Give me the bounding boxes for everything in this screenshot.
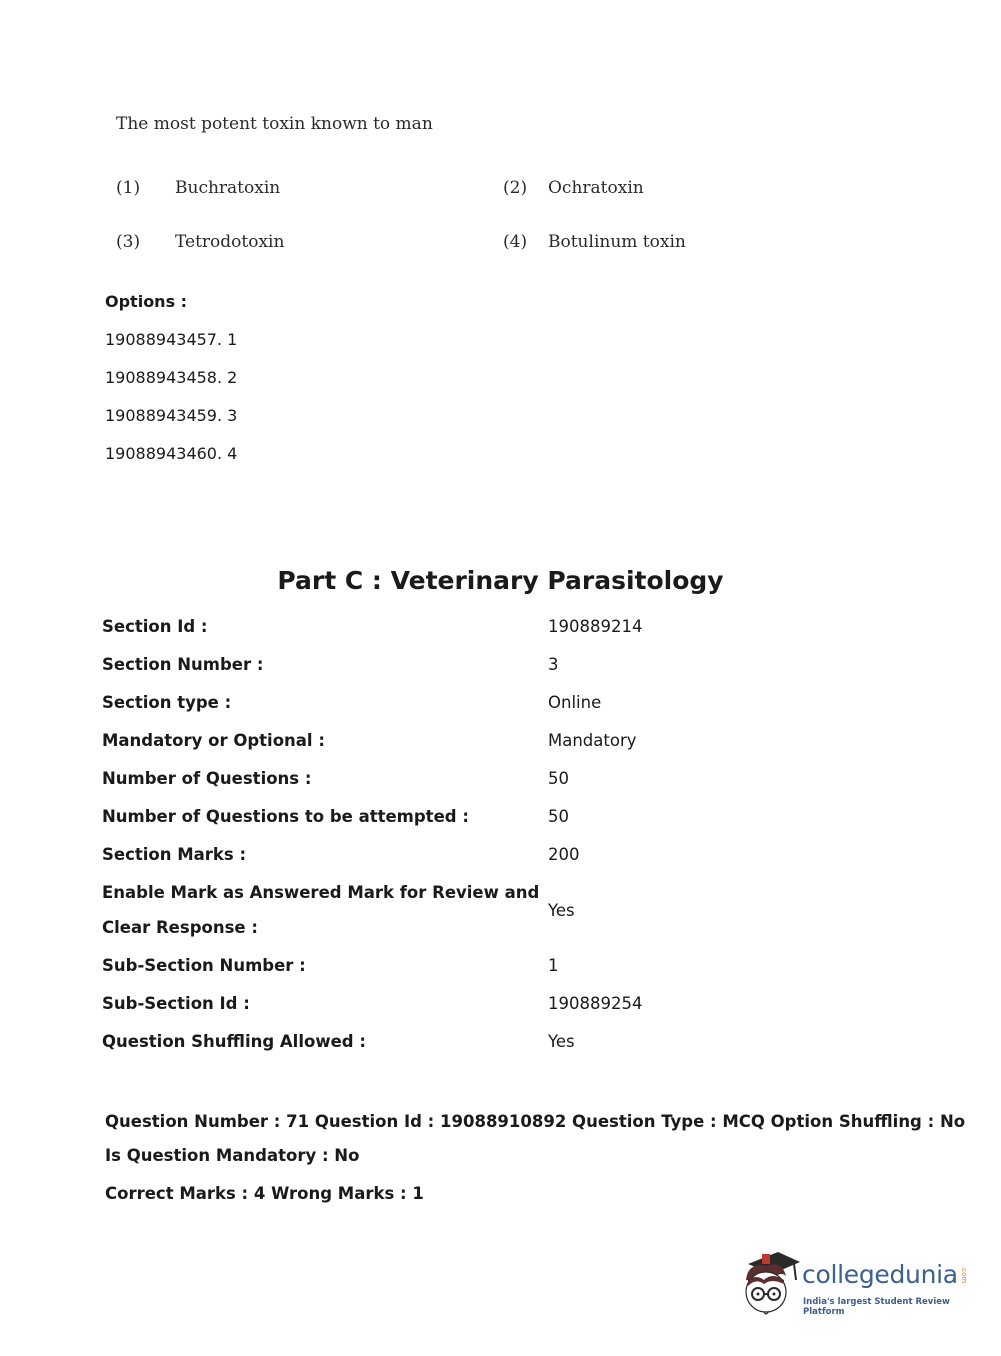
- section-marks-value: 200: [548, 845, 580, 864]
- option-number-3: (3): [116, 232, 141, 252]
- shuffling-label: Question Shuffling Allowed :: [102, 1032, 366, 1051]
- mascot-icon: [742, 1250, 804, 1322]
- logo-com: .com: [960, 1266, 968, 1284]
- mandatory-label: Mandatory or Optional :: [102, 731, 325, 750]
- section-id-value: 190889214: [548, 617, 643, 636]
- section-number-label: Section Number :: [102, 655, 264, 674]
- num-questions-value: 50: [548, 769, 569, 788]
- option-text-3: Tetrodotoxin: [175, 232, 285, 252]
- logo-tagline: India's largest Student Review Platform: [803, 1297, 950, 1317]
- question-marks-line: Correct Marks : 4 Wrong Marks : 1: [105, 1184, 424, 1203]
- section-type-value: Online: [548, 693, 602, 712]
- sub-section-id-label: Sub-Section Id :: [102, 994, 250, 1013]
- option-text-1: Buchratoxin: [175, 178, 281, 198]
- option-id-line: 19088943457. 1: [105, 330, 238, 349]
- num-questions-label: Number of Questions :: [102, 769, 312, 788]
- option-text-4: Botulinum toxin: [548, 232, 686, 252]
- collegedunia-logo: [742, 1250, 972, 1322]
- num-attempted-value: 50: [548, 807, 569, 826]
- logo-brand: collegedunia: [802, 1260, 958, 1289]
- sub-section-number-label: Sub-Section Number :: [102, 956, 306, 975]
- enable-mark-value: Yes: [548, 901, 575, 920]
- shuffling-value: Yes: [548, 1032, 575, 1051]
- sub-section-number-value: 1: [548, 956, 559, 975]
- question-mandatory-line: Is Question Mandatory : No: [105, 1146, 360, 1165]
- mandatory-value: Mandatory: [548, 731, 637, 750]
- section-title: Part C : Veterinary Parasitology: [277, 566, 724, 595]
- option-number-4: (4): [503, 232, 528, 252]
- option-number-1: (1): [116, 178, 141, 198]
- question-stem: The most potent toxin known to man: [116, 114, 433, 134]
- sub-section-id-value: 190889254: [548, 994, 643, 1013]
- section-id-label: Section Id :: [102, 617, 208, 636]
- enable-mark-label-line2: Clear Response :: [102, 918, 258, 937]
- section-marks-label: Section Marks :: [102, 845, 247, 864]
- option-id-line: 19088943459. 3: [105, 406, 238, 425]
- enable-mark-label-line1: Enable Mark as Answered Mark for Review and: [102, 883, 540, 902]
- option-number-2: (2): [503, 178, 528, 198]
- section-type-label: Section type :: [102, 693, 232, 712]
- option-text-2: Ochratoxin: [548, 178, 644, 198]
- option-id-line: 19088943458. 2: [105, 368, 238, 387]
- options-heading: Options :: [105, 292, 188, 311]
- num-attempted-label: Number of Questions to be attempted :: [102, 807, 469, 826]
- option-id-line: 19088943460. 4: [105, 444, 238, 463]
- section-number-value: 3: [548, 655, 559, 674]
- question-meta-line: Question Number : 71 Question Id : 19088910892 Question Type : MCQ Option Shuffling : No: [105, 1112, 966, 1131]
